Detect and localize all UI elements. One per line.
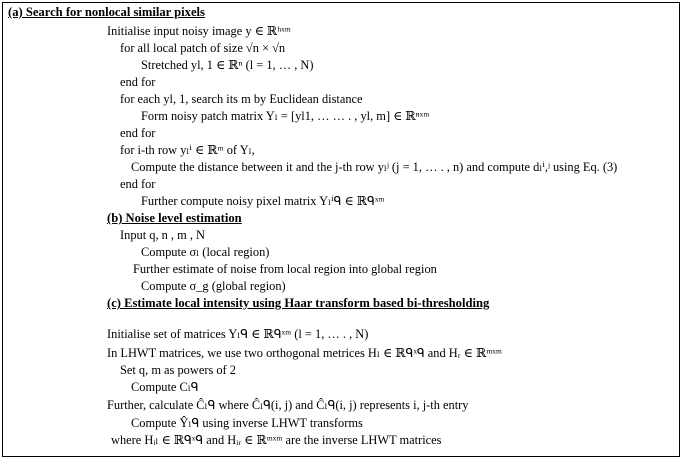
section-a-line-7: end for bbox=[120, 126, 156, 140]
section-c-line-5: Further, calculate Ĉₗᑫ where Ĉₗᑫ(i, j) and Ĉₗᑫ(i, j) represents i, j-th entry bbox=[107, 398, 469, 412]
section-a-line-6: Form noisy patch matrix Yₗ = [yl1, … … . , yl, m] ∈ ℝⁿˣᵐ bbox=[141, 109, 430, 123]
section-a-heading: (a) Search for nonlocal similar pixels bbox=[8, 5, 205, 19]
section-a-line-2: for all local patch of size √n × √n bbox=[120, 41, 286, 55]
section-a-line-9: Compute the distance between it and the j-th row yₗʲ (j = 1, … . , n) and compute dₗⁱ,ʲ using Eq. (3) bbox=[131, 160, 618, 174]
section-a-line-1: Initialise input noisy image y ∈ ℝʰˣᵐ bbox=[107, 24, 291, 38]
section-c-heading: (c) Estimate local intensity using Haar transform based bi-thresholding bbox=[107, 296, 490, 310]
algorithm-box bbox=[2, 2, 680, 457]
section-b-line-2: Compute σₗ (local region) bbox=[141, 245, 270, 259]
section-b-line-3: Further estimate of noise from local region into global region bbox=[133, 262, 437, 276]
section-b-heading: (b) Noise level estimation bbox=[107, 211, 242, 225]
section-c-line-6: Compute Ŷₗᑫ using inverse LHWT transforms bbox=[131, 416, 363, 430]
section-c-line-3: Set q, m as powers of 2 bbox=[120, 363, 236, 377]
section-c-line-1: Initialise set of matrices Yₗᑫ ∈ ℝᑫˣᵐ (l = 1, … . , N) bbox=[107, 327, 369, 341]
section-a-line-8: for i-th row yₗⁱ ∈ ℝᵐ of Yₗ, bbox=[120, 143, 255, 157]
section-b-line-4: Compute σ_g (global region) bbox=[141, 279, 286, 293]
section-a-line-4: end for bbox=[120, 75, 156, 89]
section-c-line-4: Compute Cₗᑫ bbox=[131, 380, 199, 394]
section-c-line-2: In LHWT matrices, we use two orthogonal metrices Hₗ ∈ ℝᑫˣᑫ and Hᵣ ∈ ℝᵐˣᵐ bbox=[107, 346, 502, 360]
section-a-line-3: Stretched yl, 1 ∈ ℝⁿ (l = 1, … , N) bbox=[141, 58, 314, 72]
section-a-line-5: for each yl, 1, search its m by Euclidean distance bbox=[120, 92, 363, 106]
section-a-line-11: Further compute noisy pixel matrix Yₗⁱᑫ ∈ ℝᑫˣᵐ bbox=[141, 194, 385, 208]
section-a-line-10: end for bbox=[120, 177, 156, 191]
section-c-line-7: where Hᵢₗ ∈ ℝᑫˣᑫ and Hᵢᵣ ∈ ℝᵐˣᵐ are the inverse LHWT matrices bbox=[111, 433, 442, 447]
section-b-line-1: Input q, n , m , N bbox=[120, 228, 206, 242]
